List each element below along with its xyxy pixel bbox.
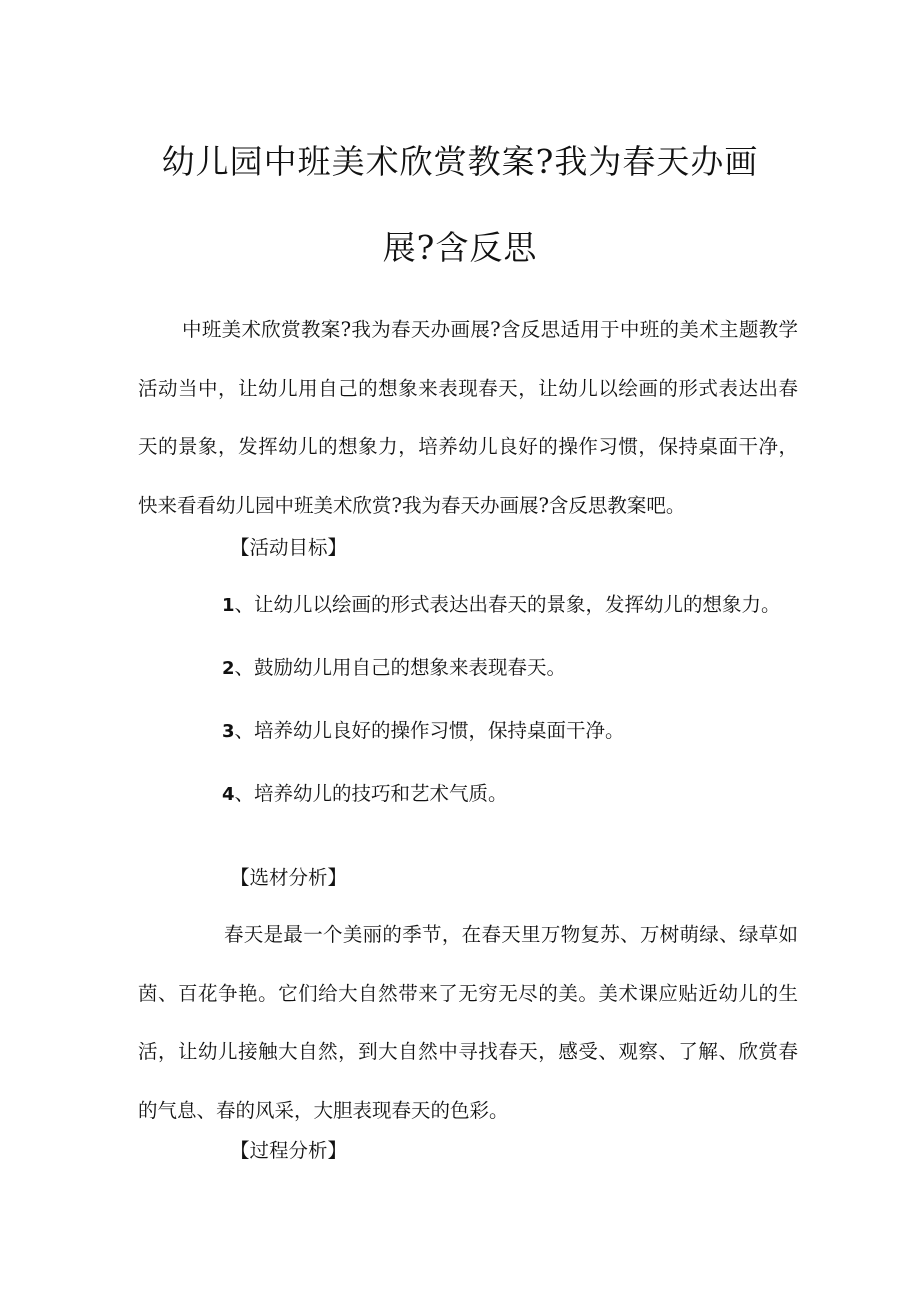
goal-text: 、让幼儿以绘画的形式表达出春天的景象，发挥幼儿的想象力。: [234, 593, 781, 616]
goal-number: 4: [222, 784, 235, 805]
material-heading: 【选材分析】: [230, 866, 348, 889]
goal-item-3: [222, 715, 625, 743]
material-paragraph: 春天是最一个美丽的季节，在春天里万物复苏、万树萌绿、绿草如茵、百花争艳。它们给大自然带来了无穷无尽的美。美术课应贴近幼儿的生活，让幼儿接触大自然，到大自然中寻找春天，感受、观察、了解、欣赏春的气息、春的风采，大胆表现春天的色彩。: [138, 923, 798, 1122]
intro-paragraph: 中班美术欣赏教案?我为春天办画展?含反思适用于中班的美术主题教学活动当中，让幼儿用自己的想象来表现春天，让幼儿以绘画的形式表达出春天的景象，发挥幼儿的想象力，培养幼儿良好的操作习惯，保持桌面干净，快来看看幼儿园中班美术欣赏?我为春天办画展?含反思教案吧。: [138, 318, 798, 517]
goal-text: 、培养幼儿的技巧和艺术气质。: [234, 782, 508, 805]
goal-text: 、培养幼儿良好的操作习惯，保持桌面干净。: [234, 719, 625, 742]
goal-text: 、鼓励幼儿用自己的想象来表现春天。: [234, 656, 567, 679]
goal-number: 3: [222, 721, 235, 742]
goal-item-1: [222, 589, 781, 617]
process-heading: 【过程分析】: [230, 1139, 348, 1162]
goal-item-2: [222, 652, 566, 680]
goal-number: 1: [222, 595, 235, 616]
title-line-1: 幼儿园中班美术欣赏教案?我为春天办画: [161, 142, 759, 181]
goal-item-4: [222, 778, 508, 806]
title-line-2: 展?含反思: [382, 228, 538, 267]
goal-number: 2: [222, 658, 235, 679]
goals-heading: 【活动目标】: [230, 536, 348, 559]
